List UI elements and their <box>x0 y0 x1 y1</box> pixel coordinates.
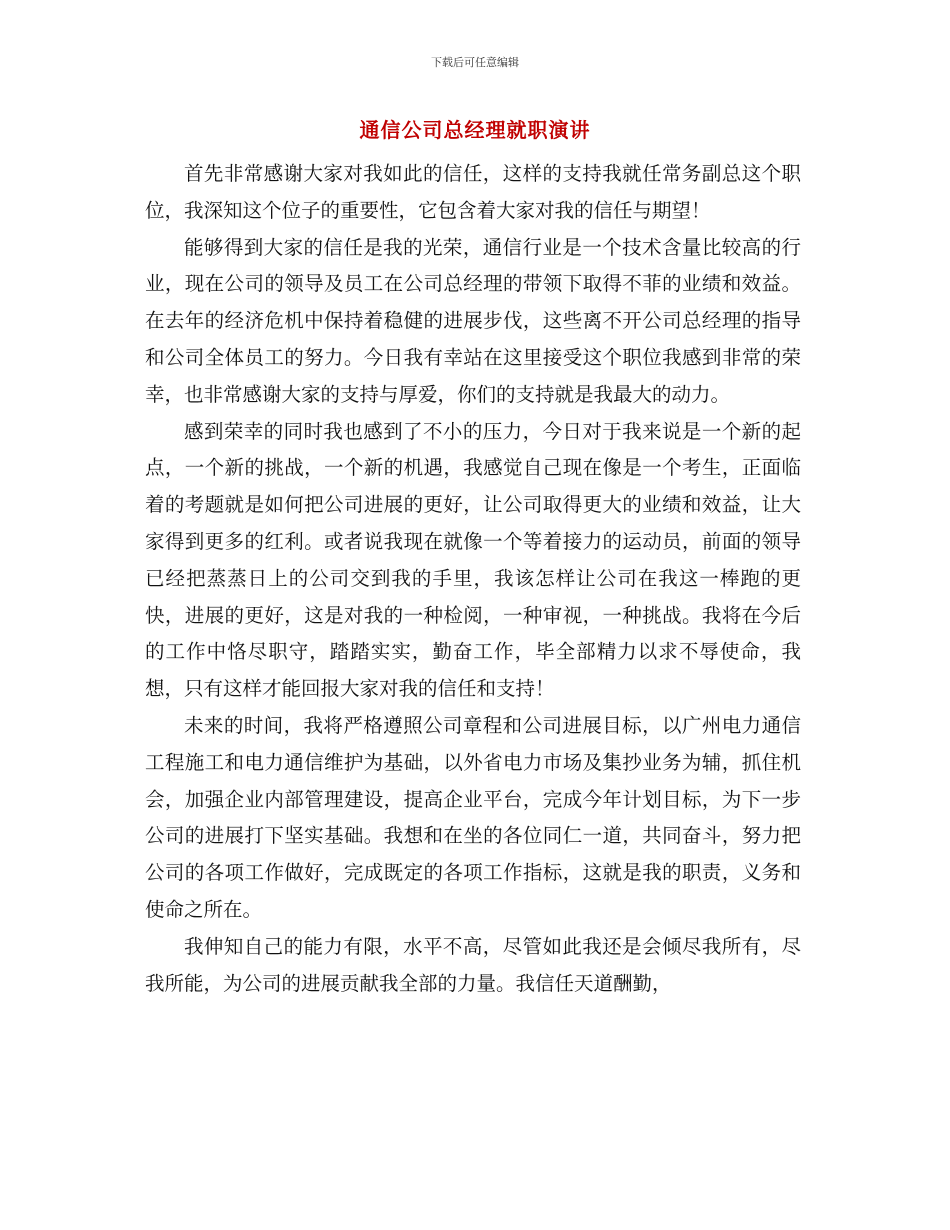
paragraph-1: 首先非常感谢大家对我如此的信任，这样的支持我就任常务副总这个职位，我深知这个位子的重要性，它包含着大家对我的信任与期望！ <box>145 162 801 222</box>
document-body <box>145 156 801 1002</box>
document-title: 通信公司总经理就职演讲 <box>359 118 591 142</box>
paragraph-4: 未来的时间，我将严格遵照公司章程和公司进展目标，以广州电力通信工程施工和电力通信维护为基础，以外省电力市场及集抄业务为辅，抓住机会，加强企业内部管理建设，提高企业平台，完成今年计划目标，为下一步公司的进展打下坚实基础。我想和在坐的各位同仁一道，共同奋斗，努力把公司的各项工作做好，完成既定的各项工作指标，这就是我的职责，义务和使命之所在。 <box>145 713 801 921</box>
paragraph-5: 我伸知自己的能力有限，水平不高，尽管如此我还是会倾尽我所有，尽我所能，为公司的进展贡献我全部的力量。我信任天道酬勤， <box>145 934 801 995</box>
paragraph-3: 感到荣幸的同时我也感到了不小的压力，今日对于我来说是一个新的起点，一个新的挑战，一个新的机遇，我感觉自己现在像是一个考生，正面临着的考题就是如何把公司进展的更好，让公司取得更大的业绩和效益，让大家得到更多的红利。或者说我现在就像一个等着接力的运动员，前面的领导已经把蒸蒸日上的公司交到我的手里，我该怎样让公司在我这一棒跑的更快，进展的更好，这是对我的一种检阅，一种审视，一种挑战。我将在今后的工作中恪尽职守，踏踏实实，勤奋工作，毕全部精力以求不辱使命，我想，只有这样才能回报大家对我的信任和支持！ <box>145 419 801 701</box>
header-note: 下载后可任意编辑 <box>431 56 519 69</box>
paragraph-2: 能够得到大家的信任是我的光荣，通信行业是一个技术含量比较高的行业，现在公司的领导及员工在公司总经理的带领下取得不菲的业绩和效益。在去年的经济危机中保持着稳健的进展步伐，这些离不开公司总经理的指导和公司全体员工的努力。今日我有幸站在这里接受这个职位我感到非常的荣幸，也非常感谢大家的支持与厚爱，你们的支持就是我最大的动力。 <box>145 235 801 406</box>
